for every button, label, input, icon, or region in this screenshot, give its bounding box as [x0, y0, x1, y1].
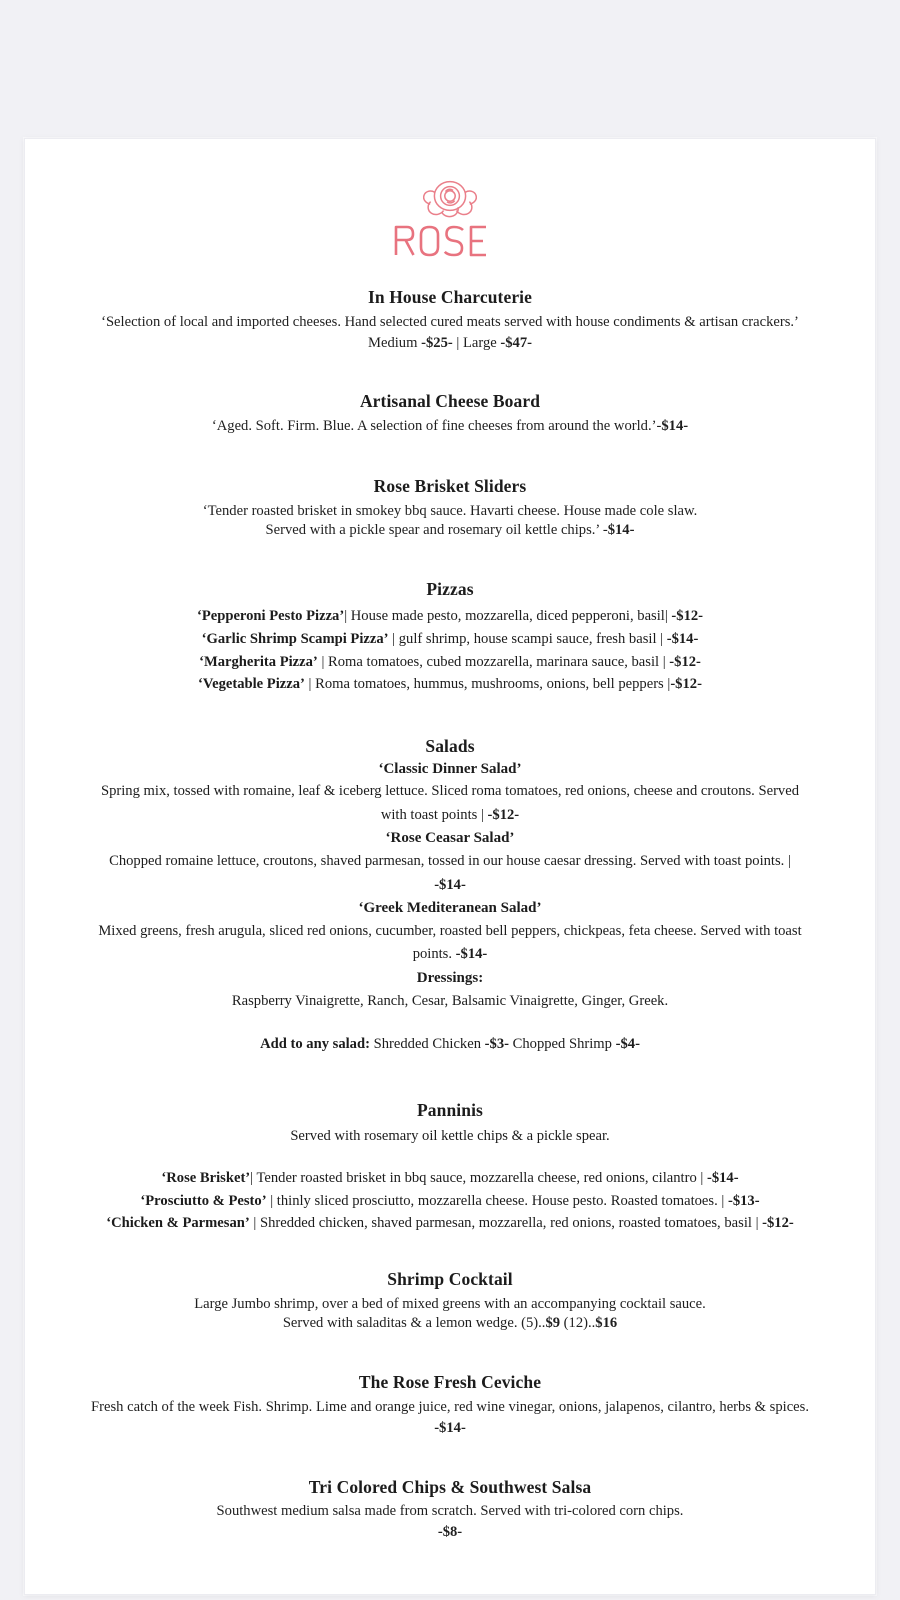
menu-item-row [65, 1212, 835, 1235]
charcuterie-sizes: Medium -$25- | Large -$47- [367, 334, 532, 351]
cheese-board-desc-text: ‘Aged. Soft. Firm. Blue. A selection of fine cheeses from around the world.’- [211, 417, 662, 434]
salad-name: ‘Greek Mediteranean Salad’ [358, 900, 542, 917]
salad-name: ‘Rose Ceasar Salad’ [385, 830, 515, 847]
shrimp-line-2-prefix: Served with saladitas & a lemon wedge. (5).. [282, 1314, 546, 1331]
item-description: | gulf shrimp, house scampi sauce, fresh basil | [388, 630, 667, 647]
section-description: Southwest medium salsa made from scratch. Served with tri-colored corn chips. [216, 1503, 684, 1520]
section-title: Salads [425, 735, 475, 756]
salad-desc-text: Mixed greens, fresh arugula, sliced red onions, cucumber, roasted bell peppers, chickpeas, feta cheese. Served with toast points. [98, 922, 802, 963]
section-rose-fresh-ceviche [65, 1372, 835, 1438]
sliders-line-1: ‘Tender roasted brisket in smokey bbq sauce. Havarti cheese. House made cole slaw. [202, 502, 698, 519]
item-price: -$12- [669, 653, 701, 670]
section-title: Tri Colored Chips & Southwest Salsa [308, 1476, 592, 1497]
menu-item-row [65, 605, 835, 628]
salad-price: -$12- [487, 806, 520, 823]
menu-item-row [65, 628, 835, 651]
item-price: -$12- [671, 608, 704, 625]
size-medium-label: Medium [367, 334, 418, 351]
add-on-label: Add to any salad: [260, 1036, 370, 1053]
sliders-price: $14- [607, 521, 635, 538]
section-tri-colored-chips-salsa [65, 1477, 835, 1543]
section-title: In House Charcuterie [367, 287, 533, 307]
cheese-board-price: $14- [661, 417, 689, 434]
section-title: Shrimp Cocktail [387, 1268, 513, 1289]
shrimp-price-12: $16 [595, 1314, 618, 1331]
rose-flower-icon [386, 177, 514, 265]
item-name: ‘Chicken & Parmesan’ [106, 1215, 250, 1232]
section-in-house-charcuterie [65, 287, 835, 353]
shrimp-line-1: Large Jumbo shrimp, over a bed of mixed greens with an accompanying cocktail sauce. [194, 1295, 706, 1312]
salad-description [65, 780, 835, 827]
section-description [65, 417, 835, 436]
salad-desc-text: Spring mix, tossed with romaine, leaf & iceberg lettuce. Sliced roma tomatoes, red onions, cheese and croutons. Served with toast points | [100, 783, 800, 823]
dressings-list: Raspberry Vinaigrette, Ranch, Cesar, Balsamic Vinaigrette, Ginger, Greek. [231, 992, 669, 1009]
section-title: Pizzas [426, 579, 474, 600]
size-medium-price: -$25- [421, 334, 453, 351]
sliders-line-2: Served with a pickle spear and rosemary oil kettle chips.’ - [265, 521, 608, 538]
menu-item-row [65, 673, 835, 696]
item-description: | thinly sliced prosciutto, mozzarella cheese. House pesto. Roasted tomatoes. | [266, 1192, 728, 1209]
section-panninis [65, 1100, 835, 1234]
item-name: ‘Pepperoni Pesto Pizza’ [196, 608, 345, 625]
salad-desc-text: Chopped romaine lettuce, croutons, shaved parmesan, tossed in our house caesar dressing. Served with toast points. | [109, 852, 791, 869]
section-title: The Rose Fresh Ceviche [358, 1371, 542, 1392]
section-artisanal-cheese-board [65, 391, 835, 436]
pizza-list [65, 605, 835, 695]
shrimp-line-2-mid: (12).. [560, 1314, 596, 1331]
item-price: -$12- [762, 1215, 794, 1232]
section-description: Fresh catch of the week Fish. Shrimp. Lime and orange juice, red wine vinegar, onions, jalapenos, cilantro, herbs & spices. [91, 1398, 809, 1415]
section-shrimp-cocktail [65, 1269, 835, 1333]
dressings-label: Dressings: [416, 970, 484, 986]
section-rose-brisket-sliders [65, 476, 835, 540]
size-large-price: -$47- [500, 334, 532, 351]
section-title: Artisanal Cheese Board [359, 390, 541, 411]
section-salads [65, 736, 835, 1057]
salad-price: -$14- [434, 876, 466, 893]
item-price: -$12- [670, 676, 702, 693]
item-name: ‘Garlic Shrimp Scampi Pizza’ [201, 630, 389, 647]
section-pizzas [65, 579, 835, 695]
item-description: | Tender roasted brisket in bbq sauce, mozzarella cheese, red onions, cilantro | [250, 1170, 707, 1187]
ceviche-price: -$14- [434, 1419, 466, 1436]
add-on-chicken-price: -$3- [484, 1036, 509, 1053]
item-name: ‘Vegetable Pizza’ [198, 676, 305, 693]
add-on-chicken-label: Shredded Chicken [369, 1036, 485, 1053]
item-name: ‘Prosciutto & Pesto’ [140, 1192, 267, 1209]
section-description [65, 1295, 835, 1333]
section-title: Panninis [417, 1100, 483, 1121]
section-description [65, 502, 835, 540]
item-price: -$13- [727, 1192, 760, 1209]
menu-card [24, 138, 876, 1595]
item-name: ‘Margherita Pizza’ [199, 653, 318, 670]
shrimp-price-5: $9 [545, 1314, 561, 1331]
item-description: | Shredded chicken, shaved parmesan, mozzarella, red onions, roasted tomatoes, basil | [249, 1215, 763, 1232]
add-on-shrimp-price: -$4- [615, 1036, 640, 1053]
salad-price: -$14- [455, 946, 488, 963]
panninis-subtitle: Served with rosemary oil kettle chips & a pickle spear. [290, 1128, 610, 1145]
salad-description [65, 920, 835, 967]
section-description: ‘Selection of local and imported cheeses. Hand selected cured meats served with house condiments & artisan crackers.’ [101, 313, 799, 330]
panini-list [65, 1167, 835, 1235]
chips-salsa-price: -$8- [437, 1524, 463, 1541]
menu-item-row [65, 651, 835, 674]
salad-description [65, 850, 835, 897]
item-description: | Roma tomatoes, cubed mozzarella, marinara sauce, basil | [317, 653, 670, 670]
salad-name: ‘Classic Dinner Salad’ [378, 760, 522, 777]
item-price: -$14- [666, 630, 699, 647]
menu-item-row [65, 1190, 835, 1213]
menu-item-row [65, 1167, 835, 1190]
restaurant-logo [65, 173, 835, 271]
add-on-shrimp-label: Chopped Shrimp [508, 1036, 616, 1053]
item-description: | Roma tomatoes, hummus, mushrooms, onions, bell peppers | [304, 676, 671, 693]
item-description: | House made pesto, mozzarella, diced pepperoni, basil| [344, 608, 672, 625]
item-name: ‘Rose Brisket’ [161, 1170, 251, 1187]
section-title: Rose Brisket Sliders [373, 475, 527, 496]
item-price: -$14- [706, 1170, 739, 1187]
salad-add-ons [65, 1033, 835, 1056]
size-large-label: Large [462, 334, 497, 351]
